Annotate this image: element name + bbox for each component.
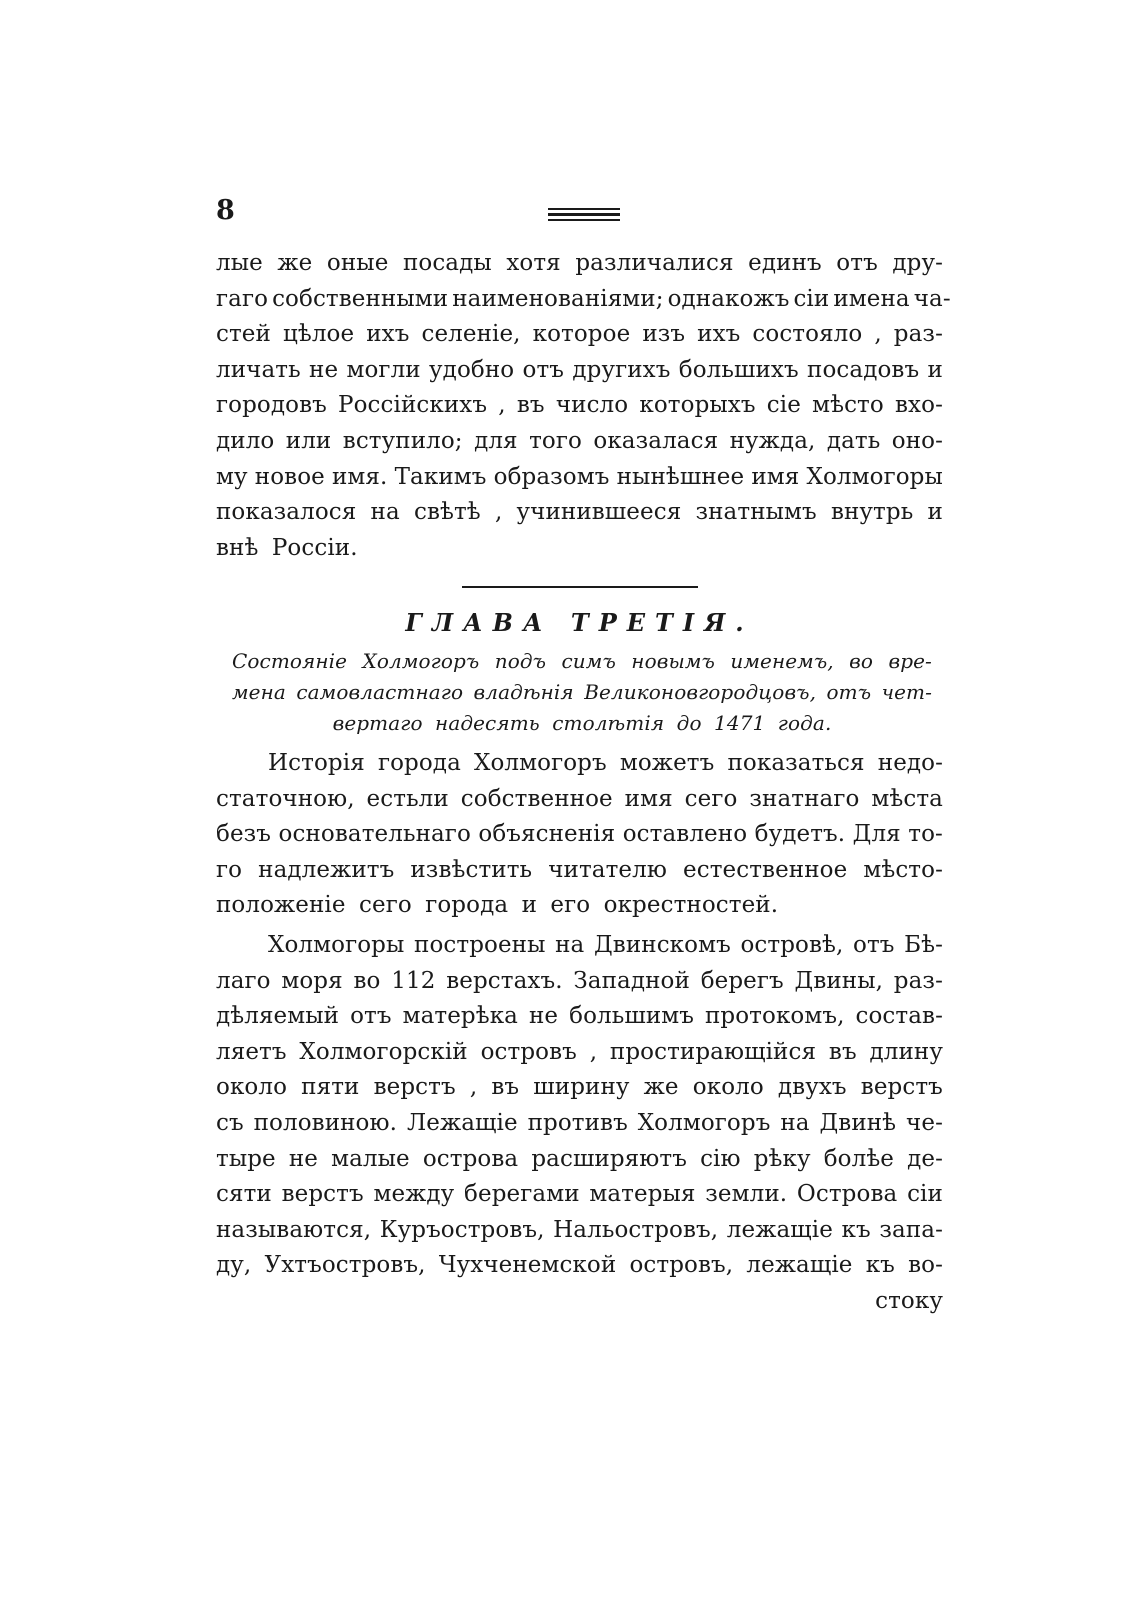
word: учинившееся <box>516 499 682 526</box>
word: земли. <box>705 1181 788 1208</box>
word: другихъ <box>572 356 671 383</box>
word: Исторія <box>268 750 365 776</box>
word: Холмогоры <box>268 932 405 958</box>
word: города <box>377 750 461 776</box>
word: Состояніе <box>232 649 348 673</box>
word: , <box>874 321 882 348</box>
word: безъ <box>216 821 272 848</box>
word: большихъ <box>678 356 799 383</box>
word: къ <box>841 1216 871 1243</box>
word: матерѣка <box>402 1003 518 1030</box>
word: естественное <box>683 856 848 883</box>
word: на <box>555 932 585 958</box>
word: внутрь <box>830 499 914 526</box>
word: или <box>285 427 332 454</box>
word: Для <box>852 821 901 848</box>
word: рѣку <box>753 1145 811 1172</box>
word: же <box>643 1074 679 1101</box>
word: дать <box>826 427 881 454</box>
word: естьли <box>366 785 449 812</box>
word: на <box>780 1109 810 1136</box>
word: не <box>309 356 339 383</box>
word: дило <box>216 427 275 454</box>
word: отъ <box>836 250 878 276</box>
word: въ <box>828 1038 857 1065</box>
word: верстахъ. <box>446 967 563 994</box>
word: отъ <box>350 1003 392 1030</box>
word: сію <box>700 1145 741 1172</box>
word: оставлено <box>622 821 748 848</box>
word: сіи <box>793 285 830 312</box>
word: для <box>474 427 518 454</box>
word: будетъ. <box>754 821 846 848</box>
word: лежащіе <box>726 1216 833 1243</box>
word: вступило; <box>342 427 463 454</box>
word: Нальостровъ, <box>553 1216 719 1243</box>
word: могли <box>346 356 421 383</box>
word: ширину <box>533 1074 630 1101</box>
text-line <box>216 1106 943 1142</box>
word: построены <box>414 932 546 958</box>
word: надлежитъ <box>258 856 395 883</box>
word: хотя <box>506 250 561 276</box>
text-line <box>216 246 943 282</box>
word: собственными <box>272 285 449 312</box>
text-line <box>216 495 943 531</box>
word: Великоновгородцовъ, <box>584 680 817 704</box>
word: ляетъ <box>216 1038 287 1065</box>
word: Двинскомъ <box>593 932 731 958</box>
word: дру- <box>892 250 943 276</box>
word: противъ <box>527 1109 628 1136</box>
word: мѣсто <box>812 392 884 419</box>
word: Холмогоръ <box>474 750 607 776</box>
word: Холмогоръ <box>637 1109 771 1136</box>
word: длину <box>869 1038 943 1065</box>
word: удобно <box>429 356 515 383</box>
word: пяти <box>301 1074 360 1101</box>
word: вхо- <box>895 392 943 419</box>
word: лежащіе <box>746 1252 853 1279</box>
word: оно- <box>891 427 943 454</box>
word: де- <box>907 1145 943 1172</box>
word: 112 <box>391 967 436 994</box>
word: протокомъ, <box>704 1003 845 1030</box>
word: дѣляемый <box>216 1003 340 1030</box>
word: наименованіями; <box>452 285 664 312</box>
word: посады <box>402 250 492 276</box>
word: единъ <box>748 250 822 276</box>
text-line <box>216 317 943 353</box>
word: островъ, <box>629 1252 734 1279</box>
word: лаго <box>216 967 271 994</box>
text-line <box>216 782 943 818</box>
word: въ <box>491 1074 520 1101</box>
word: недо- <box>877 750 943 776</box>
word: и <box>927 356 943 383</box>
word: сіе <box>766 392 801 419</box>
word: самовластнаго <box>296 680 464 704</box>
word: личать <box>216 356 301 383</box>
word: отъ <box>522 356 565 383</box>
word: собственное <box>460 785 613 812</box>
word: не <box>528 1003 559 1030</box>
word: Чухченемской <box>438 1252 617 1279</box>
word: верстъ <box>281 1181 364 1208</box>
word: тыре <box>216 1145 276 1172</box>
word: которое <box>532 321 631 348</box>
word: , <box>589 1038 598 1065</box>
word: мѣста <box>871 785 943 812</box>
paragraph <box>216 928 943 1320</box>
word: островъ <box>480 1038 577 1065</box>
word: сіи <box>907 1181 943 1208</box>
word: новымъ <box>631 649 715 673</box>
word: показаться <box>727 750 865 776</box>
word: городовъ <box>216 392 327 419</box>
word: нужда, <box>729 427 816 454</box>
word: , <box>469 1074 478 1101</box>
word: Острова <box>796 1181 898 1208</box>
text-line <box>216 424 943 460</box>
word: берегъ <box>700 967 784 994</box>
word: Холмогоры <box>806 463 943 490</box>
word: именемъ, <box>730 649 834 673</box>
word: запа- <box>879 1216 943 1243</box>
word: владѣнія <box>473 680 574 704</box>
word: гаго <box>216 285 269 312</box>
word: къ <box>865 1252 895 1279</box>
word: оказалася <box>593 427 719 454</box>
word: же <box>277 250 313 276</box>
word: ду, <box>216 1252 252 1279</box>
chapter-subtitle <box>232 646 932 739</box>
word: ча- <box>913 285 951 312</box>
word: различалися <box>575 250 734 276</box>
word: селеніе, <box>421 321 521 348</box>
word: новое <box>254 463 325 490</box>
text-line: положеніе сего города и его окрестностей. <box>216 892 779 919</box>
text-line <box>216 817 943 853</box>
word: того <box>529 427 582 454</box>
word: островѣ, <box>740 932 844 958</box>
section-divider <box>462 586 698 588</box>
word: объясненія <box>478 821 616 848</box>
word: около <box>216 1074 288 1101</box>
word: называются, <box>216 1216 372 1243</box>
word: сяти <box>216 1181 272 1208</box>
word: можетъ <box>619 750 715 776</box>
word: раз- <box>893 321 943 348</box>
word: лые <box>216 250 263 276</box>
text-line <box>216 1213 943 1249</box>
text-line <box>216 999 943 1035</box>
word: симъ <box>561 649 616 673</box>
word: большимъ <box>569 1003 694 1030</box>
word: на <box>370 499 400 526</box>
word: Такимъ <box>394 463 487 490</box>
word: Россійскихъ <box>338 392 488 419</box>
word: ихъ <box>697 321 741 348</box>
paragraph <box>216 746 943 924</box>
word: во <box>849 649 874 673</box>
word: знатнаго <box>749 785 860 812</box>
word: во- <box>908 1252 943 1279</box>
word: нынѣшнее <box>616 463 745 490</box>
word: въ <box>516 392 545 419</box>
word: свѣтѣ <box>413 499 481 526</box>
word: че- <box>906 1109 943 1136</box>
word: сего <box>684 785 738 812</box>
text-line <box>216 282 951 318</box>
text-line: внѣ Россіи. <box>216 534 358 561</box>
text-line <box>216 746 943 782</box>
word: основательнаго <box>278 821 471 848</box>
word: , <box>494 499 503 526</box>
word: имя. <box>332 463 388 490</box>
catchword: стоку <box>875 1287 943 1314</box>
word: которыхъ <box>639 392 756 419</box>
word: то- <box>908 821 943 848</box>
text-line <box>216 1070 943 1106</box>
word: Бѣ- <box>904 932 943 958</box>
word: имя <box>751 463 800 490</box>
word: Холмогоръ <box>362 649 480 673</box>
text-line <box>216 1248 943 1284</box>
word: однакожъ <box>667 285 790 312</box>
text-line <box>216 388 943 424</box>
word: Западной <box>573 967 690 994</box>
word: , <box>498 392 506 419</box>
text-line <box>216 964 943 1000</box>
word: отъ <box>853 932 895 958</box>
word: Ухтъостровъ, <box>264 1252 426 1279</box>
word: верстъ <box>373 1074 456 1101</box>
word: верстъ <box>860 1074 943 1101</box>
word: Двинѣ <box>819 1109 897 1136</box>
paragraph-continuation <box>216 246 951 566</box>
word: двухъ <box>777 1074 847 1101</box>
word: вре- <box>888 649 932 673</box>
word: мена <box>232 680 286 704</box>
text-line <box>216 1142 943 1178</box>
word: и <box>927 499 943 526</box>
word: посадовъ <box>807 356 920 383</box>
word: му <box>216 463 248 490</box>
word: число <box>555 392 629 419</box>
text-line <box>216 460 943 496</box>
word: малые <box>331 1145 410 1172</box>
text-line <box>216 353 943 389</box>
word: извѣстить <box>410 856 533 883</box>
word: образомъ <box>493 463 610 490</box>
word: во <box>353 967 381 994</box>
word: статочною, <box>216 785 355 812</box>
word: цѣлое <box>282 321 355 348</box>
text-line <box>216 1035 943 1071</box>
word: раз- <box>893 967 943 994</box>
word: имя <box>624 785 673 812</box>
text-line <box>216 853 943 889</box>
word: ихъ <box>366 321 410 348</box>
word: подъ <box>494 649 547 673</box>
word: Лежащіе <box>406 1109 518 1136</box>
word: знатнымъ <box>695 499 817 526</box>
text-line <box>216 1177 943 1213</box>
word: острова <box>422 1145 519 1172</box>
word: показалося <box>216 499 357 526</box>
word: Двины, <box>794 967 884 994</box>
word: оные <box>326 250 389 276</box>
word: расширяютъ <box>531 1145 687 1172</box>
subtitle-line <box>232 677 932 708</box>
word: го <box>216 856 243 883</box>
word: болѣе <box>823 1145 895 1172</box>
text-line <box>216 928 943 964</box>
word: отъ <box>826 680 872 704</box>
word: матерыя <box>589 1181 696 1208</box>
word: мѣсто- <box>863 856 943 883</box>
word: имена <box>833 285 910 312</box>
word: между <box>373 1181 455 1208</box>
word: около <box>692 1074 764 1101</box>
page-number: 8 <box>216 195 235 226</box>
word: читателю <box>548 856 667 883</box>
word: чет- <box>881 680 932 704</box>
word: стей <box>216 321 271 348</box>
word: состояло <box>752 321 863 348</box>
word: половиною. <box>253 1109 398 1136</box>
word: не <box>288 1145 319 1172</box>
word: Куръостровъ, <box>379 1216 545 1243</box>
header-ornament-rule <box>548 208 620 222</box>
subtitle-line <box>232 646 932 677</box>
word: простирающійся <box>609 1038 817 1065</box>
word: съ <box>216 1109 244 1136</box>
chapter-title: ГЛАВА ТРЕТІЯ. <box>405 608 754 637</box>
word: Холмогорскій <box>299 1038 468 1065</box>
word: изъ <box>642 321 686 348</box>
word: состав- <box>855 1003 943 1030</box>
word: берегами <box>464 1181 580 1208</box>
subtitle-line: вертаго надесять столѣтія до 1471 года. <box>332 711 832 735</box>
word: моря <box>281 967 343 994</box>
